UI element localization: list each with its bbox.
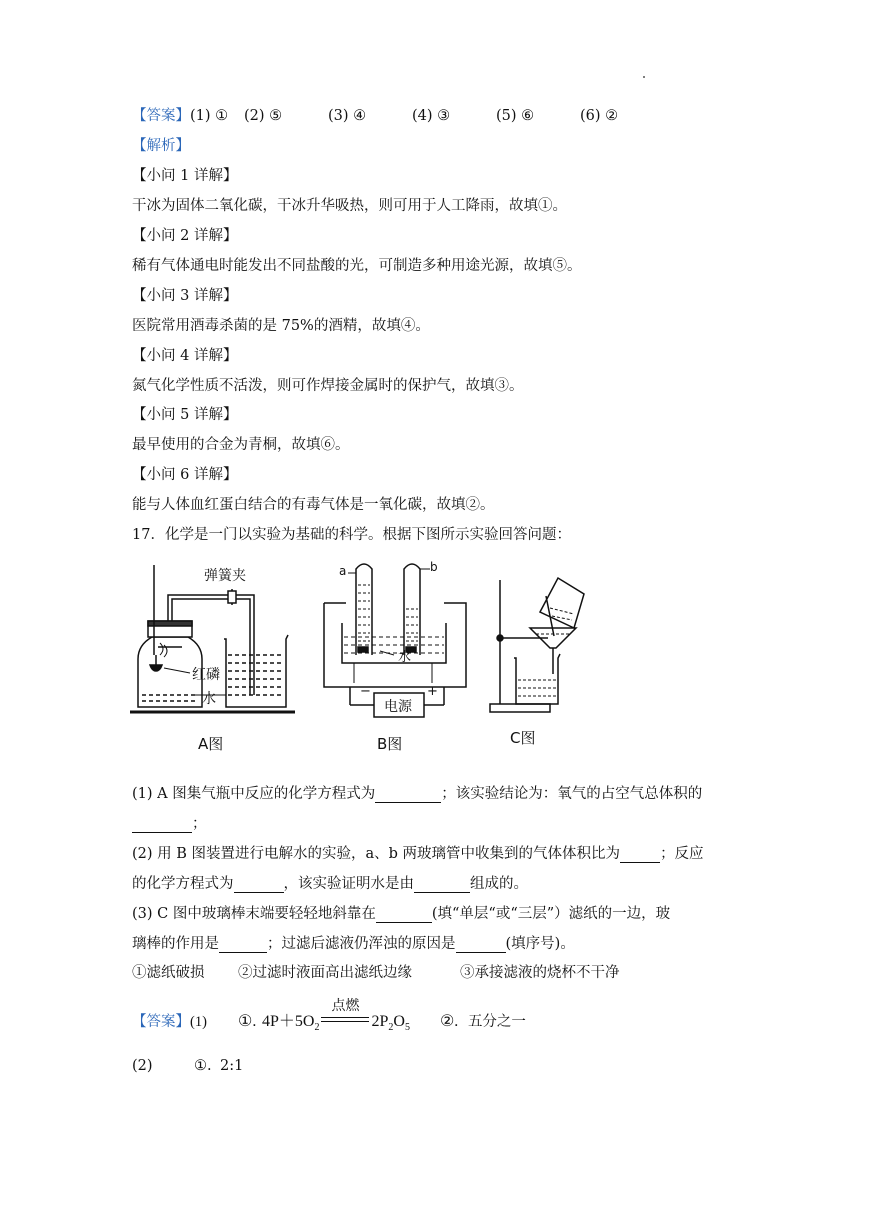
answer-part: (2) — [132, 1058, 153, 1074]
q17-part3-text: (填“单层“或“三层”）滤纸的一边，玻 — [431, 906, 671, 922]
q17-part1-text: ； — [192, 816, 207, 832]
answer-blank[interactable] — [414, 876, 470, 893]
fig-c-caption: C图 — [510, 729, 536, 747]
fig-b-water-label: 水 — [398, 650, 412, 665]
answer-item: (2) ⑤ — [244, 108, 283, 124]
q17-part2-text: 的化学方程式为 — [132, 876, 234, 892]
answer-tag: 【答案】 — [132, 108, 190, 124]
equation-left: 4P＋5O — [262, 1013, 315, 1030]
sub-text: 稀有气体通电时能发出不同盐酸的光，可制造多种用途光源，故填⑤。 — [132, 258, 582, 274]
q17-part2 — [132, 842, 704, 863]
answer-number: ①. — [238, 1013, 257, 1030]
sub-text: 能与人体血红蛋白结合的有毒气体是一氧化碳，故填②。 — [132, 497, 495, 513]
q17-part3-cont — [132, 932, 575, 953]
sub-text: 干冰为固体二氧化碳，干冰升华吸热，则可用于人工降雨，故填①。 — [132, 198, 567, 214]
answer-blank[interactable] — [620, 846, 660, 863]
q17-part3-text: 璃棒的作用是 — [132, 936, 219, 952]
option: ②过滤时液面高出滤纸边缘 — [238, 965, 412, 981]
q17-part3 — [132, 902, 670, 923]
fig-b-caption: B图 — [377, 735, 403, 753]
answer-blank[interactable] — [132, 816, 192, 833]
q17-part1 — [132, 782, 702, 803]
sub-heading: 【小问 5 详解】 — [132, 407, 238, 423]
answer-item: (1) ① — [190, 108, 229, 124]
answer-text: 2:1 — [220, 1058, 244, 1074]
answer-blank[interactable] — [234, 876, 284, 893]
fig-a-caption: A图 — [198, 735, 224, 753]
equals-bars — [321, 1017, 369, 1022]
option: ①滤纸破损 — [132, 965, 205, 981]
answer-part: (1) — [190, 1014, 207, 1030]
answer-blank[interactable] — [456, 936, 506, 953]
option: ③承接滤液的烧杯不干净 — [460, 965, 620, 981]
equation-right: O — [393, 1013, 405, 1030]
answer-item: (5) ⑥ — [496, 108, 535, 124]
fig-a-water-label: 水 — [202, 691, 216, 707]
q17-part2-text: (2) 用 B 图装置进行电解水的实验，a、b 两玻璃管中收集到的气体体积比为 — [132, 846, 621, 862]
equation-right: 2P — [371, 1013, 389, 1030]
q17-part2-text: 组成的。 — [470, 876, 528, 892]
answer-item: (4) ③ — [412, 108, 451, 124]
equation-sub: 2 — [388, 1022, 394, 1033]
sub-text: 最早使用的合金为青桐，故填⑥。 — [132, 437, 350, 453]
sub-heading: 【小问 4 详解】 — [132, 348, 238, 364]
q17-part3-text: (3) C 图中玻璃棒末端要轻轻地斜靠在 — [132, 906, 376, 922]
page-dot — [643, 76, 645, 78]
sub-heading: 【小问 2 详解】 — [132, 228, 238, 244]
q17-part1-cont — [132, 812, 207, 833]
sub-heading: 【小问 3 详解】 — [132, 288, 238, 304]
figure-c — [488, 550, 593, 720]
sub-heading: 【小问 1 详解】 — [132, 168, 238, 184]
options-line — [132, 961, 620, 982]
equation-sub: 2 — [314, 1022, 320, 1033]
fig-a-clip-label: 弹簧夹 — [204, 568, 246, 584]
q17-part1-text: ；该实验结论为：氧气的占空气总体积的 — [441, 786, 703, 802]
q17-part2-text: ；反应 — [660, 846, 704, 862]
sub-text: 氮气化学性质不活泼，则可作焊接金属时的保护气，故填③。 — [132, 378, 524, 394]
answer-number: ①. — [194, 1058, 212, 1074]
q17-part2-cont — [132, 872, 528, 893]
answer-text: 五分之一 — [467, 1014, 526, 1030]
analysis-tag: 【解析】 — [132, 138, 190, 154]
fig-b-plus: + — [427, 684, 438, 699]
answer-item: (6) ② — [580, 108, 619, 124]
condition-text: 点燃 — [331, 998, 360, 1014]
q17-part2-text: ，该实验证明水是由 — [283, 876, 414, 892]
fig-a-phosphorus-label: 红磷 — [192, 667, 220, 683]
q17-part3-text: (填序号)。 — [505, 936, 575, 952]
fig-b-label-a: a — [339, 564, 347, 578]
answer-blank[interactable] — [376, 906, 432, 923]
sub-heading: 【小问 6 详解】 — [132, 467, 238, 483]
answer-part2-line — [132, 1058, 243, 1074]
q17-part1-text: (1) A 图集气瓶中反应的化学方程式为 — [132, 786, 376, 802]
sub-text: 医院常用酒毒杀菌的是 75%的酒精，故填④。 — [132, 318, 430, 334]
answer-number: ②. — [439, 1013, 459, 1030]
answer-tag: 【答案】 — [132, 1014, 190, 1030]
answer-item: (3) ④ — [328, 108, 367, 124]
fig-b-minus: − — [360, 684, 371, 699]
fig-b-power-label: 电源 — [384, 699, 412, 715]
fig-b-label-b: b — [430, 560, 438, 574]
answer-blank[interactable] — [219, 936, 267, 953]
answer-blank[interactable] — [375, 786, 441, 803]
equation-sub: 5 — [404, 1022, 410, 1033]
q17-part3-text: ；过滤后滤液仍浑浊的原因是 — [267, 936, 456, 952]
reaction-condition — [321, 998, 369, 1031]
answer-line — [132, 104, 618, 125]
answer-equation-line — [132, 998, 526, 1033]
question-17: 17．化学是一门以实验为基础的科学。根据下图所示实验回答问题： — [132, 527, 571, 543]
